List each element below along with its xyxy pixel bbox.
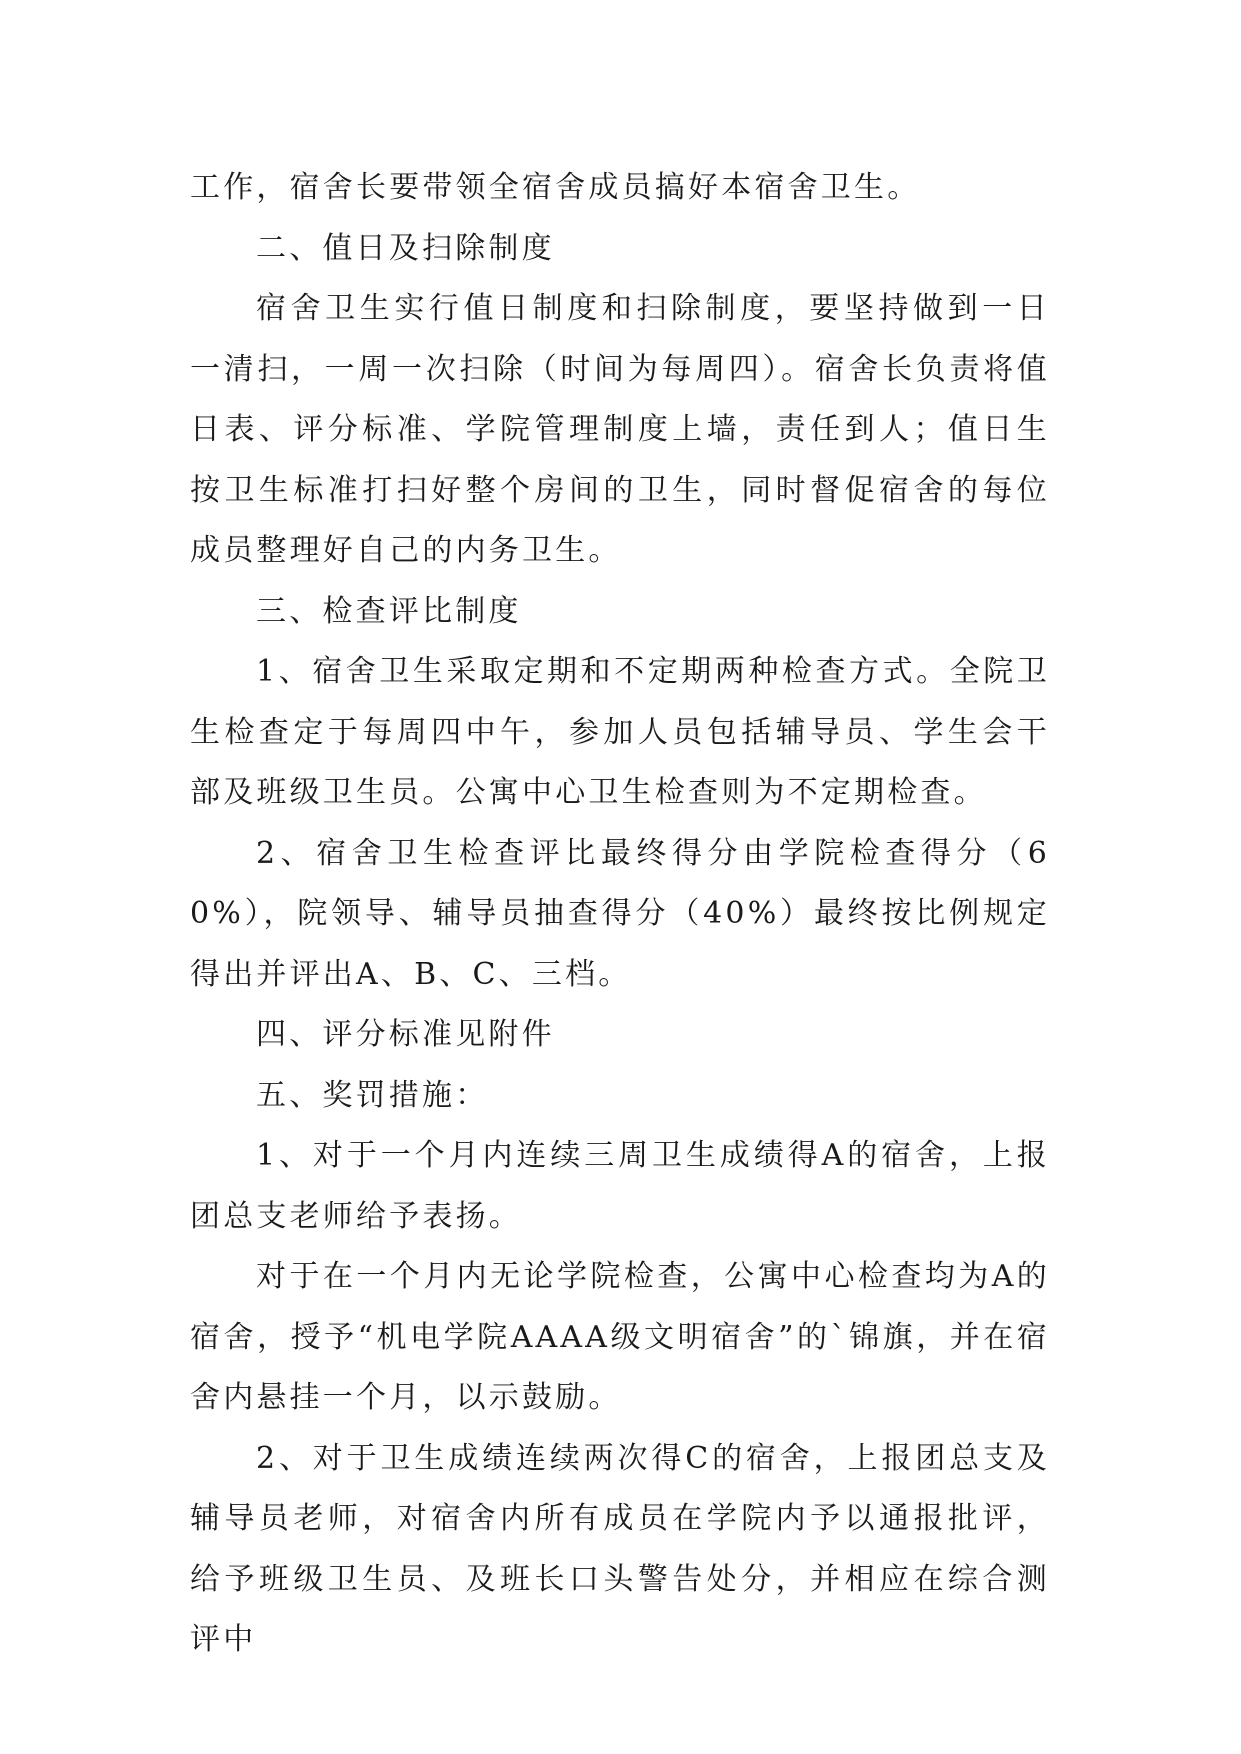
heading-rewards: 五、奖罚措施： <box>256 1077 489 1113</box>
paragraph-inspection-2: 2、宿舍卫生检查评比最终得分由学院检查得分（60%），院领导、辅导员抽查得分（40%）最终按比例规定得出并评出A、B、C、三档。 <box>190 835 1050 992</box>
paragraph-duty-system: 宿舍卫生实行值日制度和扫除制度，要坚持做到一日一清扫，一周一次扫除（时间为每周四）。宿舍长负责将值日表、评分标准、学院管理制度上墙，责任到人；值日生按卫生标准打扫好整个房间的卫生，同时督促宿舍的每位成员整理好自己的内务卫生。 <box>190 291 1050 568</box>
paragraph-penalty-2: 2、对于卫生成绩连续两次得C的宿舍，上报团总支及辅导员老师，对宿舍内所有成员在学院内予以通报批评，给予班级卫生员、及班长口头警告处分，并相应在综合测评中 <box>190 1440 1050 1657</box>
paragraph-reward-banner: 对于在一个月内无论学院检查，公寓中心检查均为A的宿舍，授予“机电学院AAAA级文明宿舍”的`锦旗，并在宿舍内悬挂一个月，以示鼓励。 <box>190 1259 1050 1415</box>
heading-inspection: 三、检查评比制度 <box>256 593 522 629</box>
paragraph-reward-1: 1、对于一个月内连续三周卫生成绩得A的宿舍，上报团总支老师给予表扬。 <box>190 1138 1050 1234</box>
paragraph-continuation: 工作，宿舍长要带领全宿舍成员搞好本宿舍卫生。 <box>190 170 921 205</box>
document-body <box>190 158 1050 1671</box>
heading-scoring: 四、评分标准见附件 <box>256 1017 555 1052</box>
heading-duty-cleaning: 二、值日及扫除制度 <box>256 230 555 266</box>
paragraph-inspection-1: 1、宿舍卫生采取定期和不定期两种检查方式。全院卫生检查定于每周四中午，参加人员包括辅导员、学生会干部及班级卫生员。公寓中心卫生检查则为不定期检查。 <box>190 654 1050 810</box>
